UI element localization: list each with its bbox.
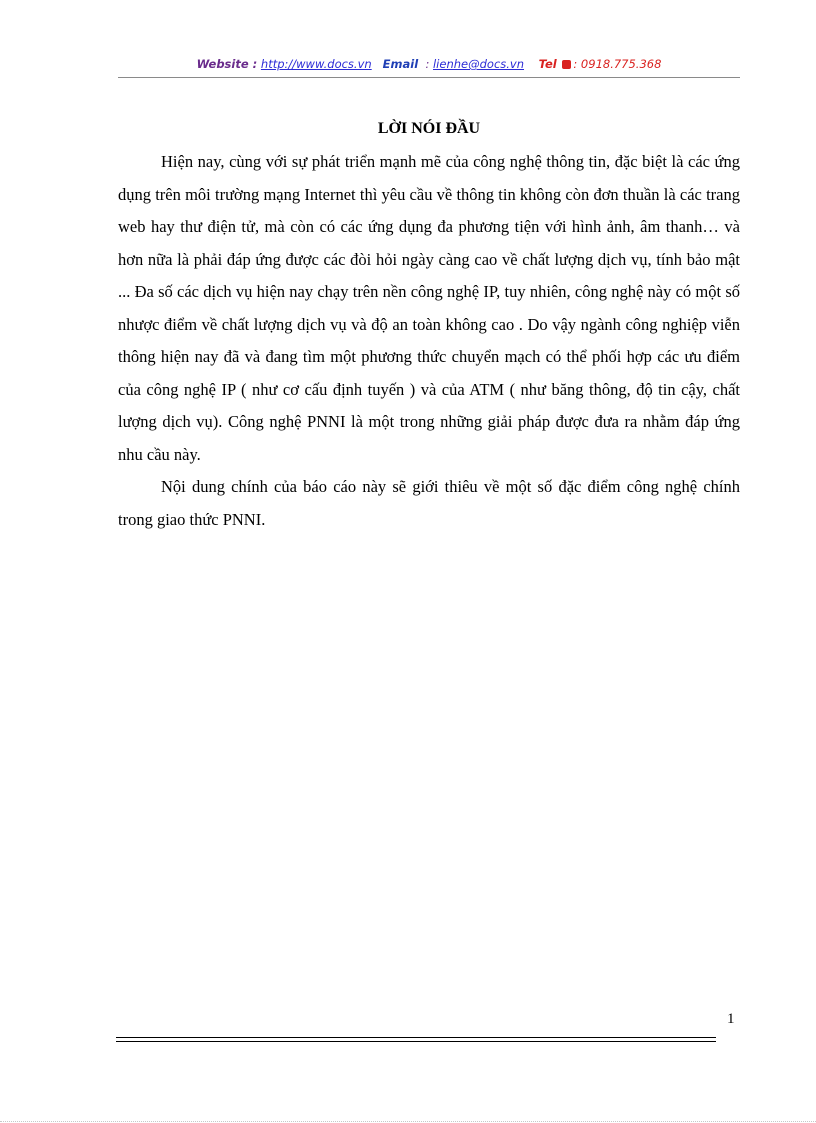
email-label: Email [382,57,419,71]
website-label: Website : [196,57,258,71]
tel-label: Tel [538,57,557,71]
page-number: 1 [727,1011,735,1027]
page-header [118,56,740,72]
page-title: LỜI NÓI ĐẦU [377,120,481,137]
header-divider [118,77,740,78]
email-link[interactable]: lienhe@docs.vn [432,57,525,71]
email-separator: : [425,57,430,71]
document-body [118,146,740,536]
paragraph: Hiện nay, cùng với sự phát triển mạnh mẽ của công nghệ thông tin, đặc biệt là các ứng dụng trên môi trường mạng Internet thì yêu cầu về thông tin không còn đơn thuần là các trang web hay thư điện tử, mà còn có các ứng dụng đa phương tiện với hình ảnh, âm thanh… và hơn nữa là phải đáp ứng được các đòi hỏi ngày càng cao về chất lượng dịch vụ, tính bảo mật ... Đa số các dịch vụ hiện nay chạy trên nền công nghệ IP, tuy nhiên, công nghệ này có một số nhược điểm về chất lượng dịch vụ và độ an toàn không cao . Do vậy ngành công nghiệp viễn thông hiện nay đã và đang tìm một phương thức chuyển mạch có thể phối hợp các ưu điểm của công nghệ IP ( như cơ cấu định tuyến ) và của ATM ( như băng thông, độ tin cậy, chất lượng dịch vụ). Công nghệ PNNI là một trong những giải pháp được đưa ra nhằm đáp ứng nhu cầu này. [118,152,740,464]
footer-divider [116,1037,716,1042]
phone-icon [562,60,571,69]
tel-value: : 0918.775.368 [573,57,662,71]
page-bottom-edge [0,1121,816,1122]
website-link[interactable]: http://www.docs.vn [260,57,372,71]
paragraph: Nội dung chính của báo cáo này sẽ giới thiêu về một số đặc điểm công nghệ chính trong giao thức PNNI. [118,477,740,529]
